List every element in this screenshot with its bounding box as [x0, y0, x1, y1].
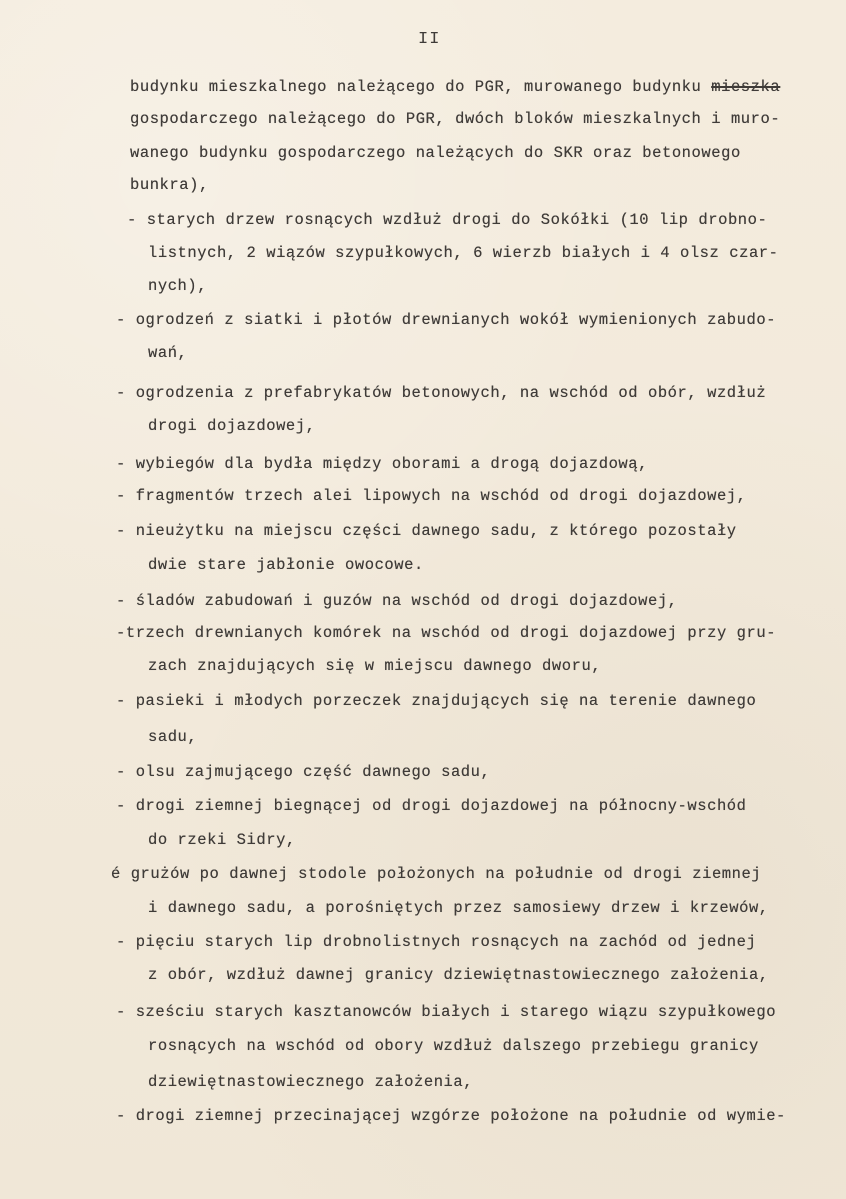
bullet-line: - pasieki i młodych porzeczek znajdujących się na terenie dawnego: [116, 692, 757, 710]
struck-word: mieszka: [711, 78, 781, 96]
bullet-line: - pięciu starych lip drobnolistnych rosnących na zachód od jednej: [116, 933, 757, 951]
document-line: [130, 80, 780, 96]
document-line: zach znajdujących się w miejscu dawnego dworu,: [148, 657, 602, 675]
document-line: bunkra),: [130, 176, 209, 194]
bullet-line: - ogrodzenia z prefabrykatów betonowych, na wschód od obór, wzdłuż: [116, 384, 767, 402]
bullet-line: é grużów po dawnej stodole położonych na południe od drogi ziemnej: [111, 865, 762, 883]
document-line: nych),: [148, 277, 208, 295]
bullet-line: - ogrodzeń z siatki i płotów drewnianych wokół wymienionych zabudo-: [116, 311, 777, 329]
bullet-line: - wybiegów dla bydła między oborami a drogą dojazdową,: [116, 455, 648, 473]
bullet-line: - drogi ziemnej przecinającej wzgórze położone na południe od wymie-: [116, 1107, 786, 1125]
bullet-line: - sześciu starych kasztanowców białych i starego wiązu szypułkowego: [116, 1003, 777, 1021]
document-line: dziewiętnastowiecznego założenia,: [148, 1073, 474, 1091]
bullet-line: - fragmentów trzech alei lipowych na wschód od drogi dojazdowej,: [116, 487, 747, 505]
document-line: do rzeki Sidry,: [148, 831, 296, 849]
document-line: wanego budynku gospodarczego należących do SKR oraz betonowego: [130, 144, 741, 162]
document-line: i dawnego sadu, a porośniętych przez samosiewy drzew i krzewów,: [148, 899, 769, 917]
line-text: budynku mieszkalnego należącego do PGR, murowanego budynku: [130, 78, 702, 96]
page-number: II: [418, 30, 441, 49]
document-line: z obór, wzdłuż dawnej granicy dziewiętnastowiecznego założenia,: [148, 966, 769, 984]
document-line: wań,: [148, 344, 188, 362]
bullet-line: -trzech drewnianych komórek na wschód od drogi dojazdowej przy gru-: [116, 624, 777, 642]
bullet-line: - śladów zabudowań i guzów na wschód od drogi dojazdowej,: [116, 592, 678, 610]
bullet-line: - nieużytku na miejscu części dawnego sadu, z którego pozostały: [116, 522, 737, 540]
document-line: dwie stare jabłonie owocowe.: [148, 556, 424, 574]
document-line: sadu,: [148, 728, 198, 746]
bullet-line: - starych drzew rosnących wzdłuż drogi do Sokółki (10 lip drobno-: [127, 211, 768, 229]
bullet-line: - olsu zajmującego część dawnego sadu,: [116, 763, 491, 781]
document-line: listnych, 2 wiązów szypułkowych, 6 wierzb białych i 4 olsz czar-: [148, 244, 779, 262]
document-line: gospodarczego należącego do PGR, dwóch bloków mieszkalnych i muro-: [130, 110, 781, 128]
document-line: rosnących na wschód od obory wzdłuż dalszego przebiegu granicy: [148, 1037, 759, 1055]
document-line: drogi dojazdowej,: [148, 417, 316, 435]
bullet-line: - drogi ziemnej biegnącej od drogi dojazdowej na północny-wschód: [116, 797, 747, 815]
